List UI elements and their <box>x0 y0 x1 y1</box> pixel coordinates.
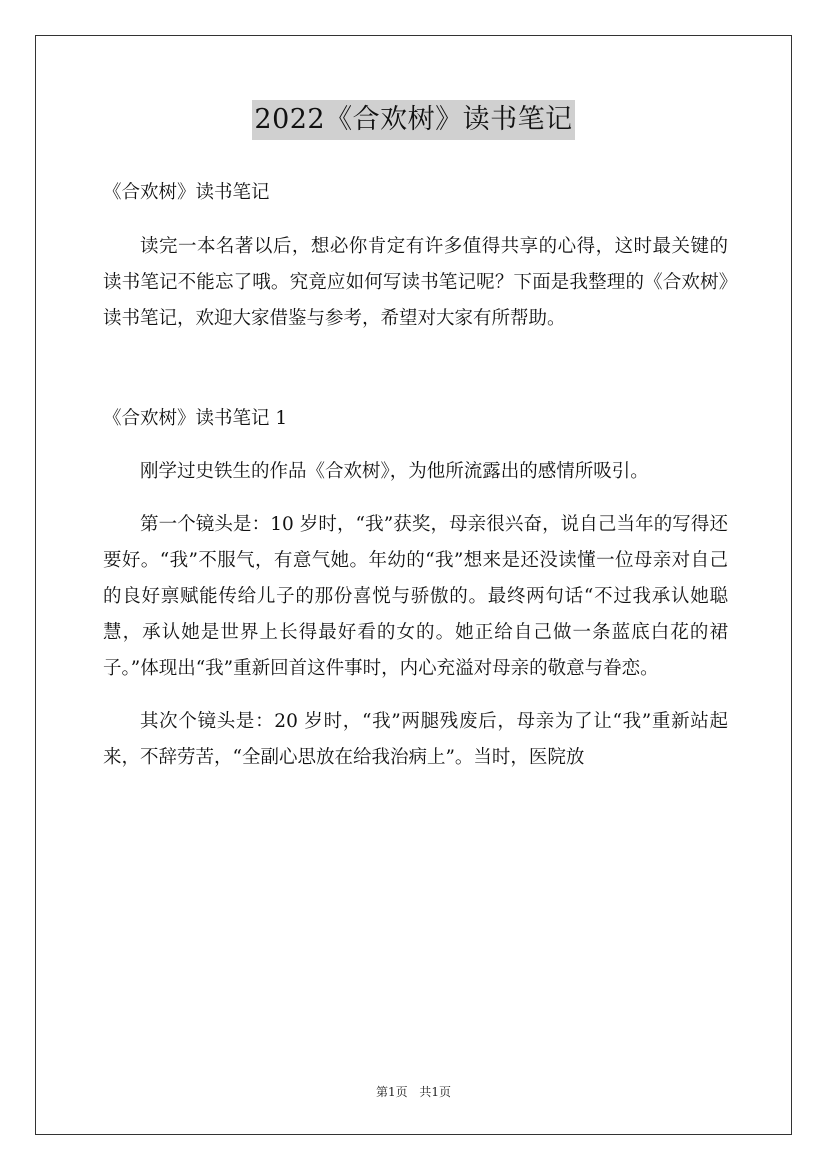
body-paragraph: 其次个镜头是：20 岁时，“我”两腿残废后，母亲为了让“我”重新站起来，不辞劳苦，“全副心思放在给我治病上”。当时，医院放 <box>103 711 728 768</box>
section-heading: 《合欢树》读书笔记 <box>103 182 270 203</box>
title-container <box>0 100 827 140</box>
document-title: 2022《合欢树》读书笔记 <box>252 100 574 140</box>
section-heading-1: 《合欢树》读书笔记 1 <box>103 408 288 429</box>
intro-paragraph: 读完一本名著以后，想必你肯定有许多值得共享的心得，这时最关键的读书笔记不能忘了哦。究竟应如何写读书笔记呢？下面是我整理的《合欢树》读书笔记，欢迎大家借鉴与参考，希望对大家有所帮助。 <box>103 236 728 329</box>
page-footer <box>0 1083 827 1100</box>
page-total: 共1页 <box>419 1085 452 1099</box>
page-number: 第1页 <box>375 1085 408 1099</box>
body-paragraph: 第一个镜头是：10 岁时，“我”获奖，母亲很兴奋，说自己当年的写得还要好。“我”不服气，有意气她。年幼的“我”想来是还没读懂一位母亲对自己的良好禀赋能传给儿子的那份喜悦与骄傲的。最终两句话“不过我承认她聪慧，承认她是世界上长得最好看的女的。她正给自己做一条蓝底白花的裙子。”体现出“我”重新回首这件事时，内心充溢对母亲的敬意与眷恋。 <box>103 514 728 679</box>
document-body <box>103 175 728 776</box>
body-paragraph: 刚学过史铁生的作品《合欢树》，为他所流露出的感情所吸引。 <box>140 461 649 482</box>
